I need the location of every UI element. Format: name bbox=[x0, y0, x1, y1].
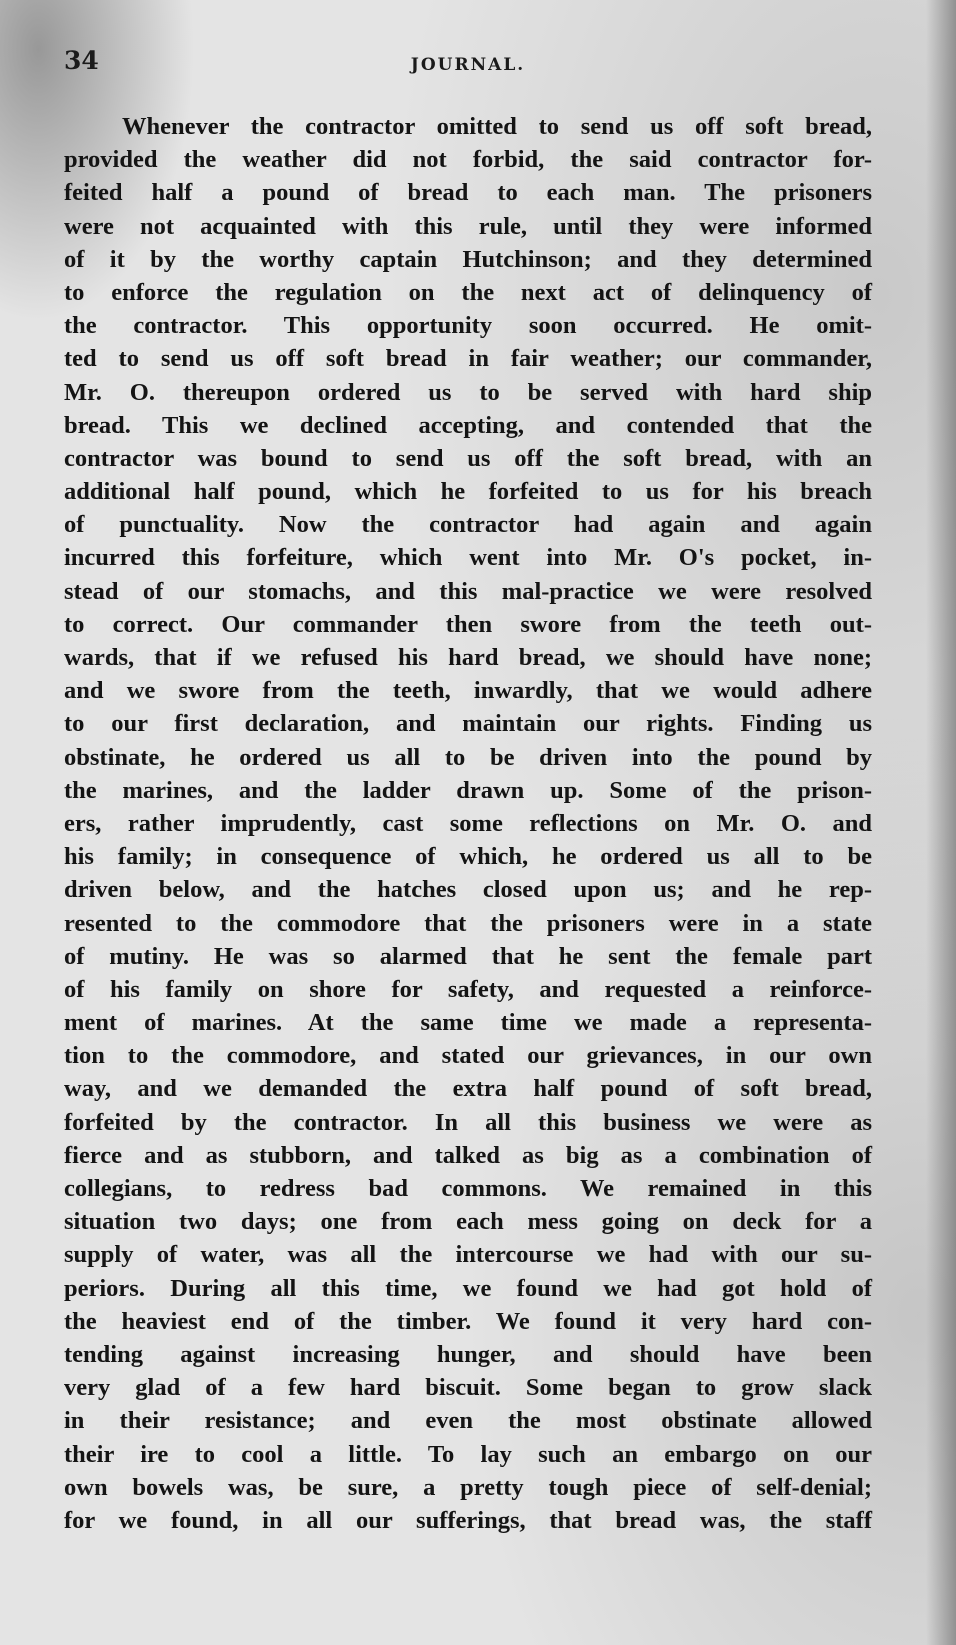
running-head: JOURNAL. bbox=[410, 55, 526, 75]
text-line: provided the weather did not forbid, the said contractor for- bbox=[64, 146, 872, 174]
text-line: driven below, and the hatches closed upon us; and he rep- bbox=[64, 876, 872, 904]
text-line: the marines, and the ladder drawn up. Some of the prison- bbox=[64, 776, 872, 804]
text-line: ers, rather imprudently, cast some reflections on Mr. O. and bbox=[64, 809, 872, 837]
body-paragraph bbox=[64, 110, 872, 1537]
text-line: for we found, in all our sufferings, that bread was, the staff bbox=[64, 1506, 872, 1534]
text-line: incurred this forfeiture, which went into Mr. O's pocket, in- bbox=[64, 544, 872, 572]
text-line: to correct. Our commander then swore from the teeth out- bbox=[64, 610, 872, 638]
text-line: resented to the commodore that the prisoners were in a state bbox=[64, 909, 872, 937]
text-line: wards, that if we refused his hard bread, we should have none; bbox=[64, 644, 872, 671]
text-line: of mutiny. He was so alarmed that he sent the female part bbox=[64, 942, 872, 970]
text-line: Mr. O. thereupon ordered us to be served with hard ship bbox=[64, 378, 872, 406]
page-header bbox=[64, 46, 872, 86]
text-line: ted to send us off soft bread in fair weather; our commander, bbox=[64, 345, 872, 373]
text-line: supply of water, was all the intercourse we had with our su- bbox=[64, 1241, 872, 1269]
text-line: of punctuality. Now the contractor had again and again bbox=[64, 511, 872, 539]
text-line: to our first declaration, and maintain our rights. Finding us bbox=[64, 710, 872, 738]
page-number: 34 bbox=[64, 46, 99, 75]
text-line: tion to the commodore, and stated our grievances, in our own bbox=[64, 1042, 872, 1070]
text-line: ment of marines. At the same time we made a representa- bbox=[64, 1009, 872, 1037]
text-line: tending against increasing hunger, and should have been bbox=[64, 1340, 872, 1368]
text-line: situation two days; one from each mess going on deck for a bbox=[64, 1208, 872, 1236]
text-line: bread. This we declined accepting, and contended that the bbox=[64, 411, 872, 439]
text-line: obstinate, he ordered us all to be driven into the pound by bbox=[64, 743, 872, 771]
text-line: stead of our stomachs, and this mal-practice we were resolved bbox=[64, 577, 872, 605]
text-line: way, and we demanded the extra half pound of soft bread, bbox=[64, 1075, 872, 1103]
text-line: to enforce the regulation on the next act of delinquency of bbox=[64, 278, 872, 306]
text-line: periors. During all this time, we found we had got hold of bbox=[64, 1274, 872, 1302]
text-line: of it by the worthy captain Hutchinson; and they determined bbox=[64, 245, 872, 273]
book-spine-shadow bbox=[926, 0, 956, 1645]
text-line: their ire to cool a little. To lay such an embargo on our bbox=[64, 1440, 872, 1468]
text-line: collegians, to redress bad commons. We remained in this bbox=[64, 1175, 872, 1202]
text-line: of his family on shore for safety, and requested a reinforce- bbox=[64, 975, 872, 1003]
text-line: forfeited by the contractor. In all this business we were as bbox=[64, 1108, 872, 1136]
text-line: contractor was bound to send us off the soft bread, with an bbox=[64, 444, 872, 472]
text-line: the heaviest end of the timber. We found it very hard con- bbox=[64, 1307, 872, 1335]
text-line: and we swore from the teeth, inwardly, that we would adhere bbox=[64, 677, 872, 705]
text-line: additional half pound, which he forfeited to us for his breach bbox=[64, 478, 872, 506]
text-line: his family; in consequence of which, he ordered us all to be bbox=[64, 843, 872, 871]
text-line: own bowels was, be sure, a pretty tough piece of self-denial; bbox=[64, 1473, 872, 1501]
text-line: Whenever the contractor omitted to send us off soft bread, bbox=[122, 113, 872, 140]
text-line: in their resistance; and even the most obstinate allowed bbox=[64, 1407, 872, 1435]
text-line: were not acquainted with this rule, until they were informed bbox=[64, 212, 872, 240]
text-line: the contractor. This opportunity soon occurred. He omit- bbox=[64, 312, 872, 340]
text-line: feited half a pound of bread to each man. The prisoners bbox=[64, 179, 872, 207]
text-line: fierce and as stubborn, and talked as big as a combination of bbox=[64, 1141, 872, 1169]
text-line: very glad of a few hard biscuit. Some began to grow slack bbox=[64, 1374, 872, 1402]
